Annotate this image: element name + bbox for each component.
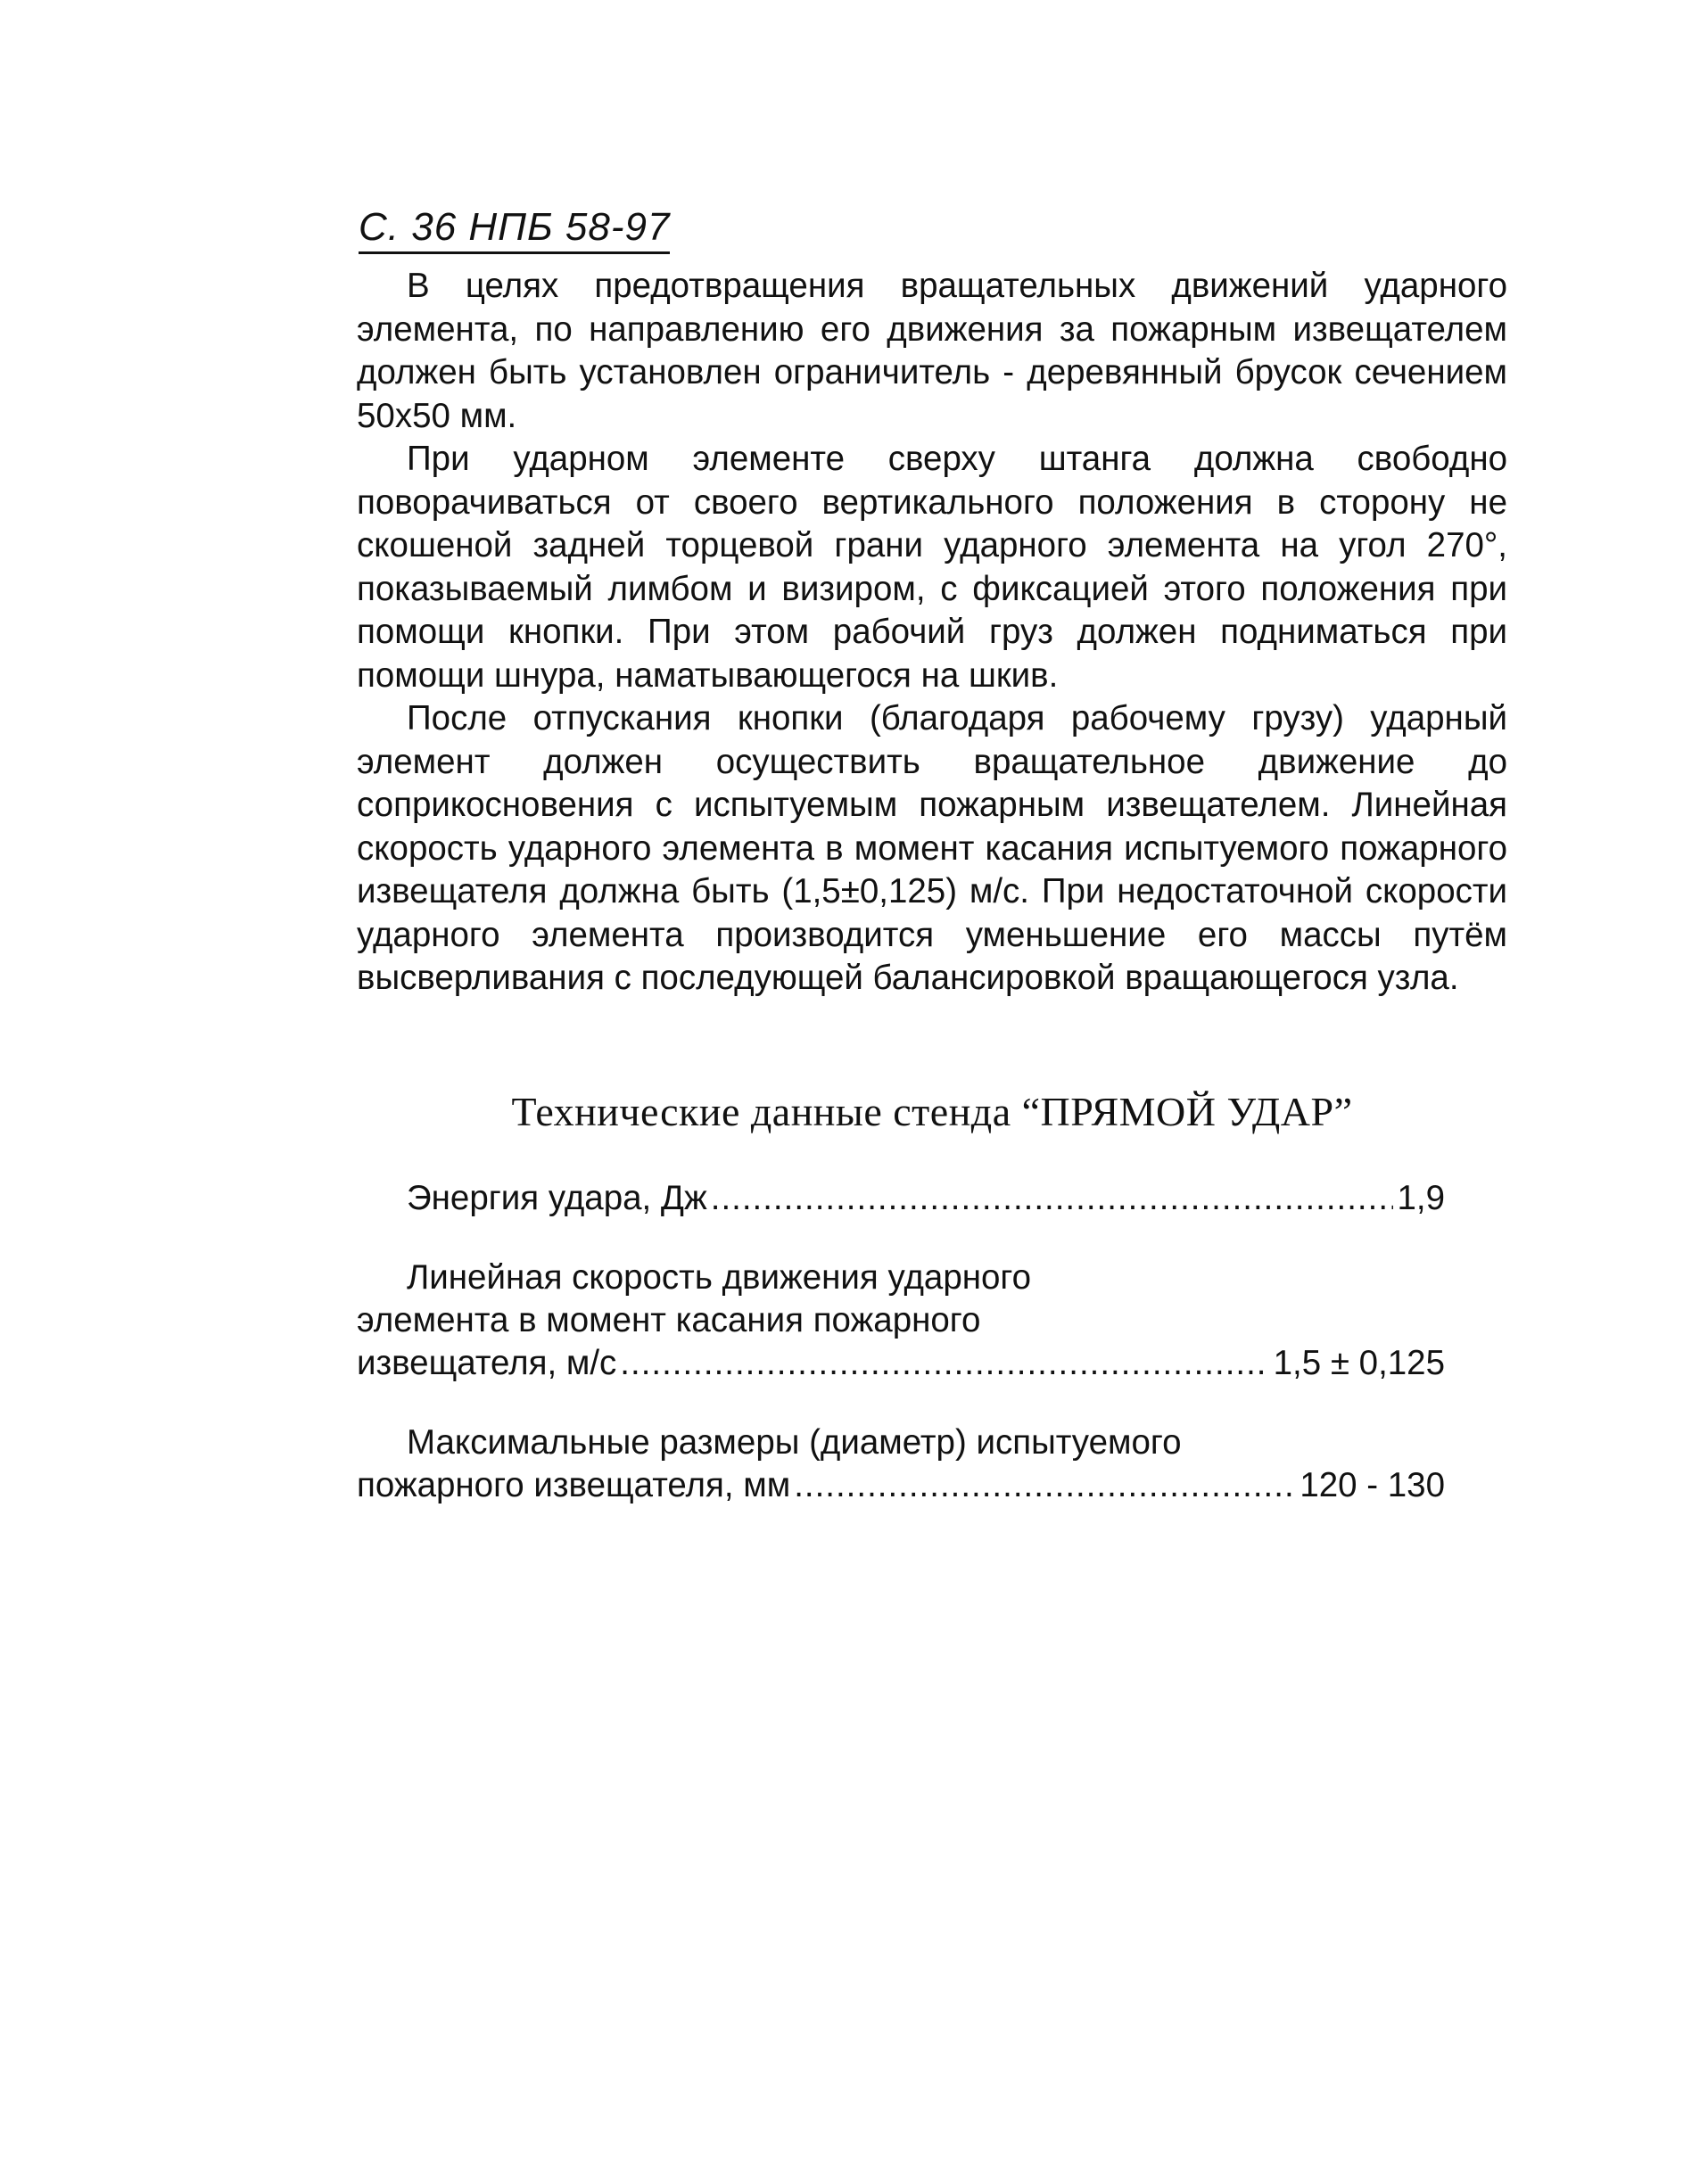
spec-value: 120 - 130 — [1300, 1466, 1445, 1504]
spec-label-line: Максимальные размеры (диаметр) испытуемого — [407, 1423, 1182, 1462]
spec-value: 1,9 — [1397, 1179, 1445, 1217]
section-title: Технические данные стенда “ПРЯМОЙ УДАР” — [511, 1089, 1353, 1134]
spec-label-line: Линейная скорость движения ударного — [407, 1258, 1032, 1297]
dot-leader — [794, 1464, 1296, 1507]
body-text — [357, 265, 1507, 1001]
spec-label: Энергия удара, Дж — [407, 1179, 707, 1217]
paragraph: В целях предотвращения вращательных движений ударного элемента, по направлению его движения за пожарным извещателем должен быть установлен ограничитель - деревянный брусок сечением 50х50 мм. — [357, 267, 1507, 435]
spec-label-line: элемента в момент касания пожарного — [357, 1301, 981, 1339]
spec-item-impact-energy — [357, 1177, 1445, 1220]
dot-leader — [620, 1342, 1269, 1385]
spec-line — [357, 1464, 1445, 1507]
paragraph: После отпускания кнопки (благодаря рабочему грузу) ударный элемент должен осуществить вращательное движение до соприкосновения с испытуемым пожарным извещателем. Линейная скорость ударного элемента в момент касания испытуемого пожарного извещателя должна быть (1,5±0,125) м/с. При недостаточной скорости ударного элемента производится уменьшение его массы путём высверливания с последующей балансировкой вращающегося узла. — [357, 699, 1507, 997]
spec-line — [357, 1177, 1445, 1220]
spec-item-linear-speed — [357, 1256, 1445, 1385]
dot-leader — [711, 1177, 1394, 1220]
page-header: С. 36 НПБ 58-97 — [359, 205, 670, 254]
spec-label: пожарного извещателя, мм — [357, 1466, 791, 1504]
spec-label: извещателя, м/с — [357, 1344, 617, 1382]
spec-value: 1,5 ± 0,125 — [1273, 1344, 1445, 1382]
paragraph: При ударном элементе сверху штанга должна свободно поворачиваться от своего вертикального положения в сторону не скошеной задней торцевой грани ударного элемента на угол 270°, показываемый лимбом и визиром, с фиксацией этого положения при помощи кнопки. При этом рабочий груз должен подниматься при помощи шнура, наматывающегося на шкив. — [357, 440, 1507, 695]
spec-item-max-dimensions — [357, 1421, 1445, 1507]
spec-list — [357, 1177, 1445, 1544]
spec-line — [357, 1342, 1445, 1385]
